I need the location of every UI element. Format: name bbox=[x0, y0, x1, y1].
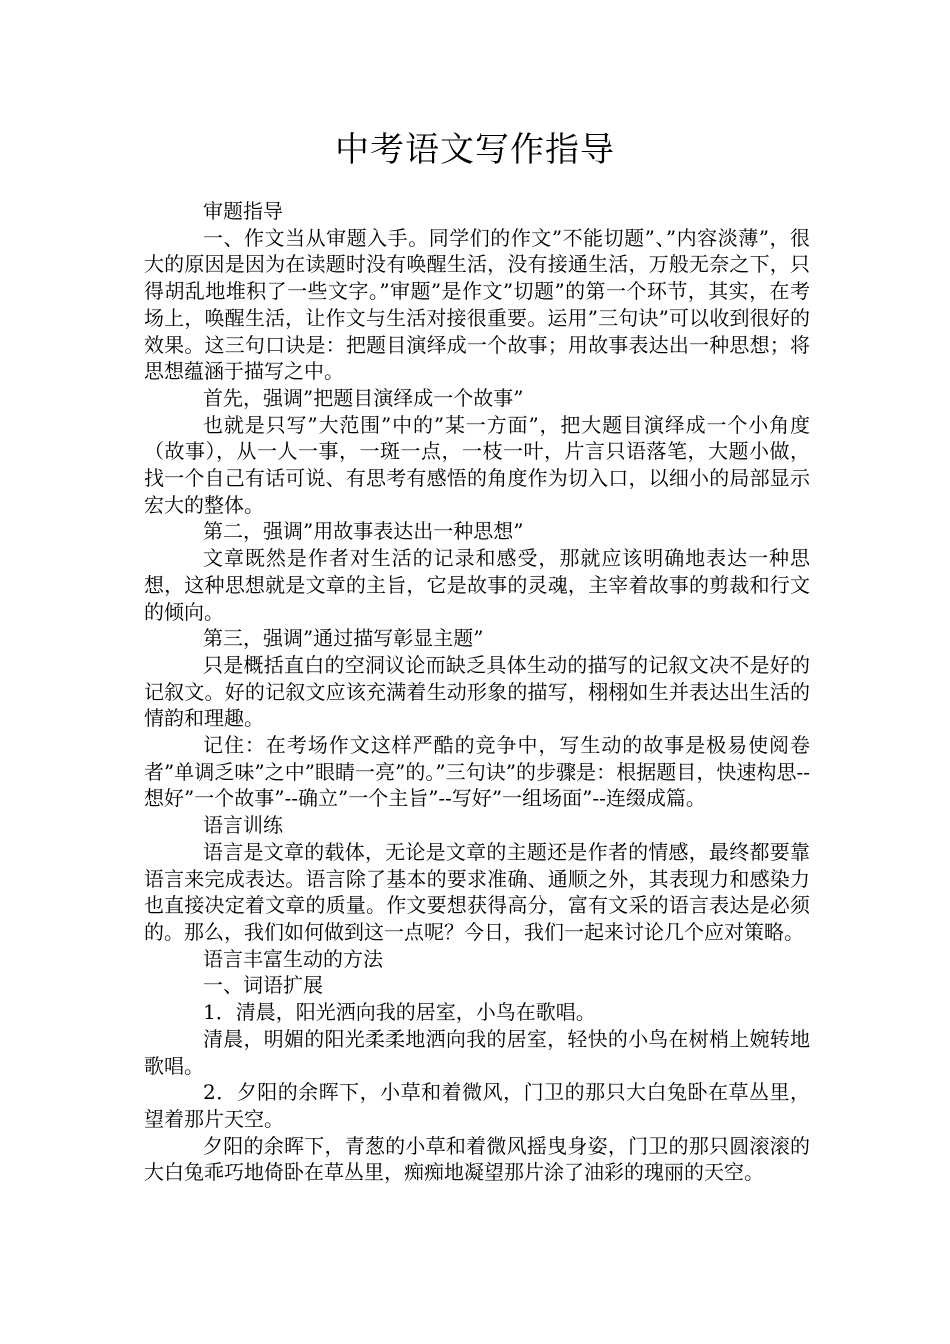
expanded-sentence: 清晨，明媚的阳光柔柔地洒向我的居室，轻快的小鸟在树梢上婉转地歌唱。 bbox=[144, 1026, 810, 1078]
subheading-third: 第三，强调”通过描写彰显主题” bbox=[203, 626, 484, 651]
document-title: 中考语文写作指导 bbox=[335, 130, 615, 170]
body-paragraph: 也就是只写”大范围”中的”某一方面”，把大题目演绎成一个小角度（故事），从一人一事，一斑一点，一枝一叶，片言只语落笔，大题小做，找一个自己有话可说、有思考有感悟的角度作为切入口，以细小的局部显示宏大的整体。 bbox=[144, 412, 810, 517]
subheading-second: 第二，强调”用故事表达出一种思想” bbox=[203, 519, 524, 544]
subheading-methods: 语言丰富生动的方法 bbox=[203, 946, 383, 971]
section-heading-shenti: 审题指导 bbox=[203, 199, 283, 223]
example-sentence: 2．夕阳的余晖下，小草和着微风，门卫的那只大白兔卧在草丛里，望着那片天空。 bbox=[144, 1080, 810, 1131]
body-paragraph: 只是概括直白的空洞议论而缺乏具体生动的描写的记叙文决不是好的记叙文。好的记叙文应该充满着生动形象的描写，栩栩如生并表达出生活的情韵和理趣。 bbox=[144, 652, 810, 731]
subheading-word-expansion: 一、词语扩展 bbox=[203, 973, 323, 998]
subheading-first: 首先，强调”把题目演绎成一个故事” bbox=[203, 385, 524, 410]
body-paragraph: 一、作文当从审题入手。同学们的作文”不能切题”、”内容淡薄”，很大的原因是因为在读题时没有唤醒生活，没有接通生活，万般无奈之下，只得胡乱地堆积了一些文字。”审题”是作文”切题”的第一个环节，其实，在考场上，唤醒生活，让作文与生活对接很重要。运用”三句诀”可以收到很好的效果。这三句口诀是：把题目演绎成一个故事；用故事表达出一种思想；将思想蕴涵于描写之中。 bbox=[144, 225, 810, 384]
section-heading-language: 语言训练 bbox=[203, 813, 283, 838]
document-body bbox=[144, 198, 810, 1186]
body-paragraph: 语言是文章的载体，无论是文章的主题还是作者的情感，最终都要靠语言来完成表达。语言除了基本的要求准确、通顺之外，其表现力和感染力也直接决定着文章的质量。作文要想获得高分，富有文采的语言表达是必须的。那么，我们如何做到这一点呢？今日，我们一起来讨论几个应对策略。 bbox=[144, 839, 810, 944]
expanded-sentence: 夕阳的余晖下，青葱的小草和着微风摇曳身姿，门卫的那只圆滚滚的大白兔乖巧地倚卧在草丛里，痴痴地凝望那片涂了油彩的瑰丽的天空。 bbox=[144, 1133, 810, 1185]
body-paragraph: 记住：在考场作文这样严酷的竞争中，写生动的故事是极易使阅卷者”单调乏味”之中”眼睛一亮”的。”三句诀”的步骤是：根据题目，快速构思--想好”一个故事”--确立”一个主旨”--写好”一组场面”--连缀成篇。 bbox=[144, 733, 810, 811]
example-sentence: 1．清晨，阳光洒向我的居室，小鸟在歌唱。 bbox=[203, 1000, 596, 1025]
body-paragraph: 文章既然是作者对生活的记录和感受，那就应该明确地表达一种思想，这种思想就是文章的主旨，它是故事的灵魂，主宰着故事的剪裁和行文的倾向。 bbox=[144, 546, 810, 624]
